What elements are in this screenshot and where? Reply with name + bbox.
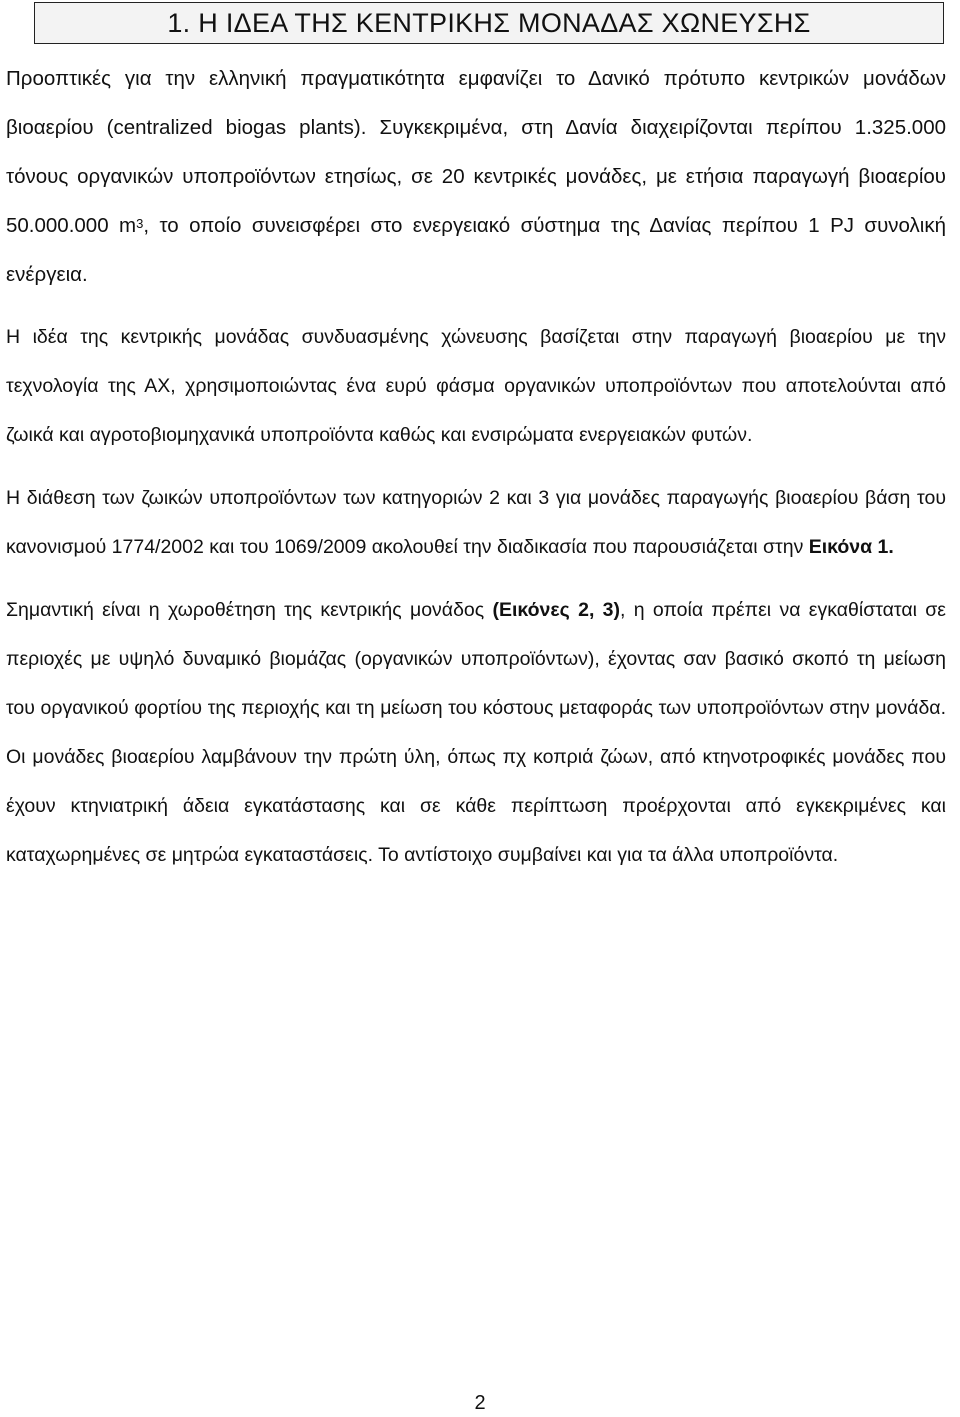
- document-body: [6, 54, 946, 880]
- paragraph-byproduct-disposal: [6, 474, 946, 572]
- paragraph-plant-siting-text-end: , η οποία πρέπει να εγκαθίσταται σε περιοχές με υψηλό δυναμικό βιομάζας (οργανικών υποπροϊόντων), έχοντας σαν βασικό σκοπό τη μείωση του οργανικού φορτίου της περιοχής και τη μείωση του κόστους μεταφοράς των υποπροϊόντων στην μονάδα. Οι μονάδες βιοαερίου λαμβάνουν την πρώτη ύλη, όπως πχ κοπριά ζώων, από κτηνοτροφικές μονάδες που έχουν κτηνιατρική άδεια εγκατάστασης και σε κάθε περίπτωση προέρχονται από εγκεκριμένες και καταχωρημένες σε μητρώα εγκαταστάσεις. Το αντίστοιχο συμβαίνει και για τα άλλα υποπροϊόντα.: [6, 599, 946, 866]
- figure-reference-1: Εικόνα 1.: [808, 536, 894, 558]
- paragraph-plant-siting-text: Σημαντική είναι η χωροθέτηση της κεντρικής μονάδος: [6, 599, 493, 621]
- cubic-superscript: 3: [136, 216, 144, 231]
- paragraph-byproduct-disposal-text: Η διάθεση των ζωικών υποπροϊόντων των κατηγοριών 2 και 3 για μονάδες παραγωγής βιοαερίου βάση του κανονισμού 1774/2002 και του 1069/2009 ακολουθεί την διαδικασία που παρουσιάζεται στην: [6, 487, 946, 558]
- figure-reference-2-3: (Εικόνες 2, 3): [492, 599, 621, 621]
- paragraph-central-plant-idea: Η ιδέα της κεντρικής μονάδας συνδυασμένης χώνευσης βασίζεται στην παραγωγή βιοαερίου με την τεχνολογία της ΑΧ, χρησιμοποιώντας ένα ευρύ φάσμα οργανικών υποπροϊόντων που αποτελούνται από ζωικά και αγροτοβιομηχανικά υποπροϊόντα καθώς και ενσιρώματα ενεργειακών φυτών.: [6, 326, 946, 446]
- page-number: 2: [474, 1392, 486, 1414]
- paragraph-danish-model: [6, 54, 946, 299]
- section-heading: 1. Η ΙΔΕΑ ΤΗΣ ΚΕΝΤΡΙΚΗΣ ΜΟΝΑΔΑΣ ΧΩΝΕΥΣΗΣ: [167, 7, 811, 38]
- paragraph-plant-siting: [6, 586, 946, 880]
- paragraph-danish-model-text: Προοπτικές για την ελληνική πραγματικότητα εμφανίζει το Δανικό πρότυπο κεντρικών μονάδων βιοαερίου (centralized biogas plants). Συγκεκριμένα, στη Δανία διαχειρίζονται περίπου 1.325.000 τόνους οργανικών υποπροϊόντων ετησίως, σε 20 κεντρικές μονάδες, με ετήσια παραγωγή βιοαερίου 50.000.000 m: [6, 67, 946, 237]
- paragraph-danish-model-text-end: , το οποίο συνεισφέρει στο ενεργειακό σύστημα της Δανίας περίπου 1 PJ συνολική ενέργεια.: [6, 214, 946, 286]
- section-heading-box: [34, 2, 944, 44]
